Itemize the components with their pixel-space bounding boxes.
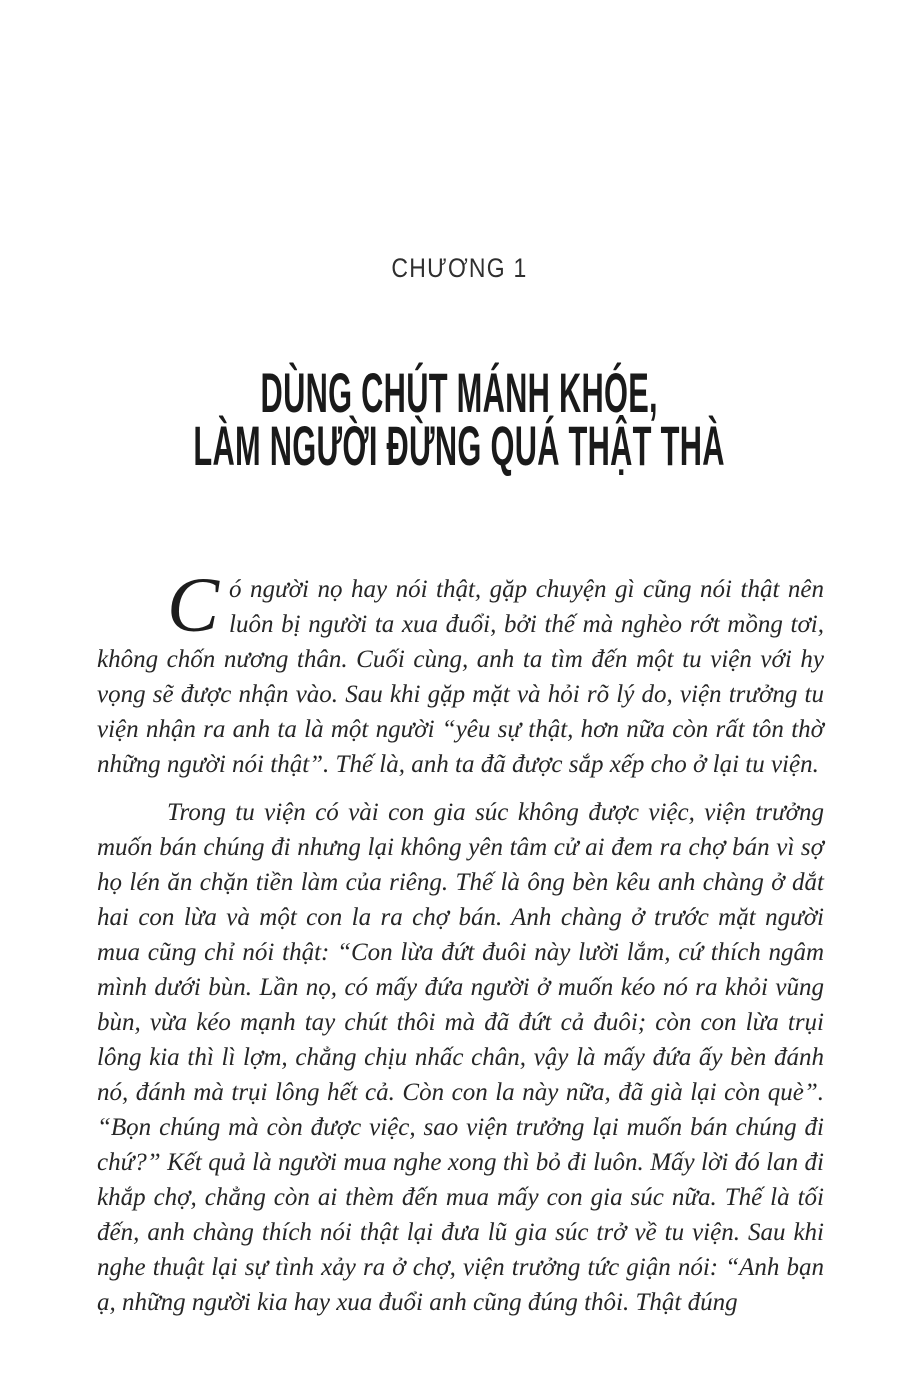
paragraph-1-text: ó người nọ hay nói thật, gặp chuyện gì cũng nói thật nên luôn bị người ta xua đuổi, bởi thế mà nghèo rớt mồng tơi, không chốn nương thân. Cuối cùng, anh ta tìm đến một tu viện với hy vọng sẽ được nhận vào. Sau khi gặp mặt và hỏi rõ lý do, viện trưởng tu viện nhận ra anh ta là một người “yêu sự thật, hơn nữa còn rất tôn thờ những người nói thật”. Thế là, anh ta đã được sắp xếp cho ở lại tu viện. [97, 576, 824, 778]
chapter-title-line-1: DÙNG CHÚT MÁNH KHÓE, [260, 361, 659, 424]
paragraph-2: Trong tu viện có vài con gia súc không được việc, viện trưởng muốn bán chúng đi nhưng lại không yên tâm cử ai đem ra chợ bán vì sợ họ lén ăn chặn tiền làm của riêng. Thế là ông bèn kêu anh chàng ở dắt hai con lừa và một con la ra chợ bán. Anh chàng ở trước mặt người mua cũng chỉ nói thật: “Con lừa đứt đuôi này lười lắm, cứ thích ngâm mình dưới bùn. Lần nọ, có mấy đứa người ở muốn kéo nó ra khỏi vũng bùn, vừa kéo mạnh tay chút thôi mà đã đứt cả đuôi; còn con lừa trụi lông kia thì lì lợm, chẳng chịu nhấc chân, vậy là mấy đứa ấy bèn đánh nó, đánh mà trụi lông hết cả. Còn con la này nữa, đã già lại còn què”. “Bọn chúng mà còn được việc, sao viện trưởng lại muốn bán chúng đi chứ?” Kết quả là người mua nghe xong thì bỏ đi luôn. Mấy lời đó lan đi khắp chợ, chẳng còn ai thèm đến mua mấy con gia súc nữa. Thế là tối đến, anh chàng thích nói thật lại đưa lũ gia súc trở về tu viện. Sau khi nghe thuật lại sự tình xảy ra ở chợ, viện trưởng tức giận nói: “Anh bạn ạ, những người kia hay xua đuổi anh cũng đúng thôi. Thật đúng [97, 799, 824, 1316]
chapter-label: CHƯƠNG 1 [391, 253, 528, 283]
paragraph-1 [97, 561, 824, 782]
chapter-title [0, 361, 919, 477]
drop-cap-letter: C [167, 561, 220, 648]
chapter-title-line-2: LÀM NGƯỜI ĐỪNG QUÁ THẬT THÀ [193, 414, 726, 477]
body-text-block [97, 561, 824, 1320]
